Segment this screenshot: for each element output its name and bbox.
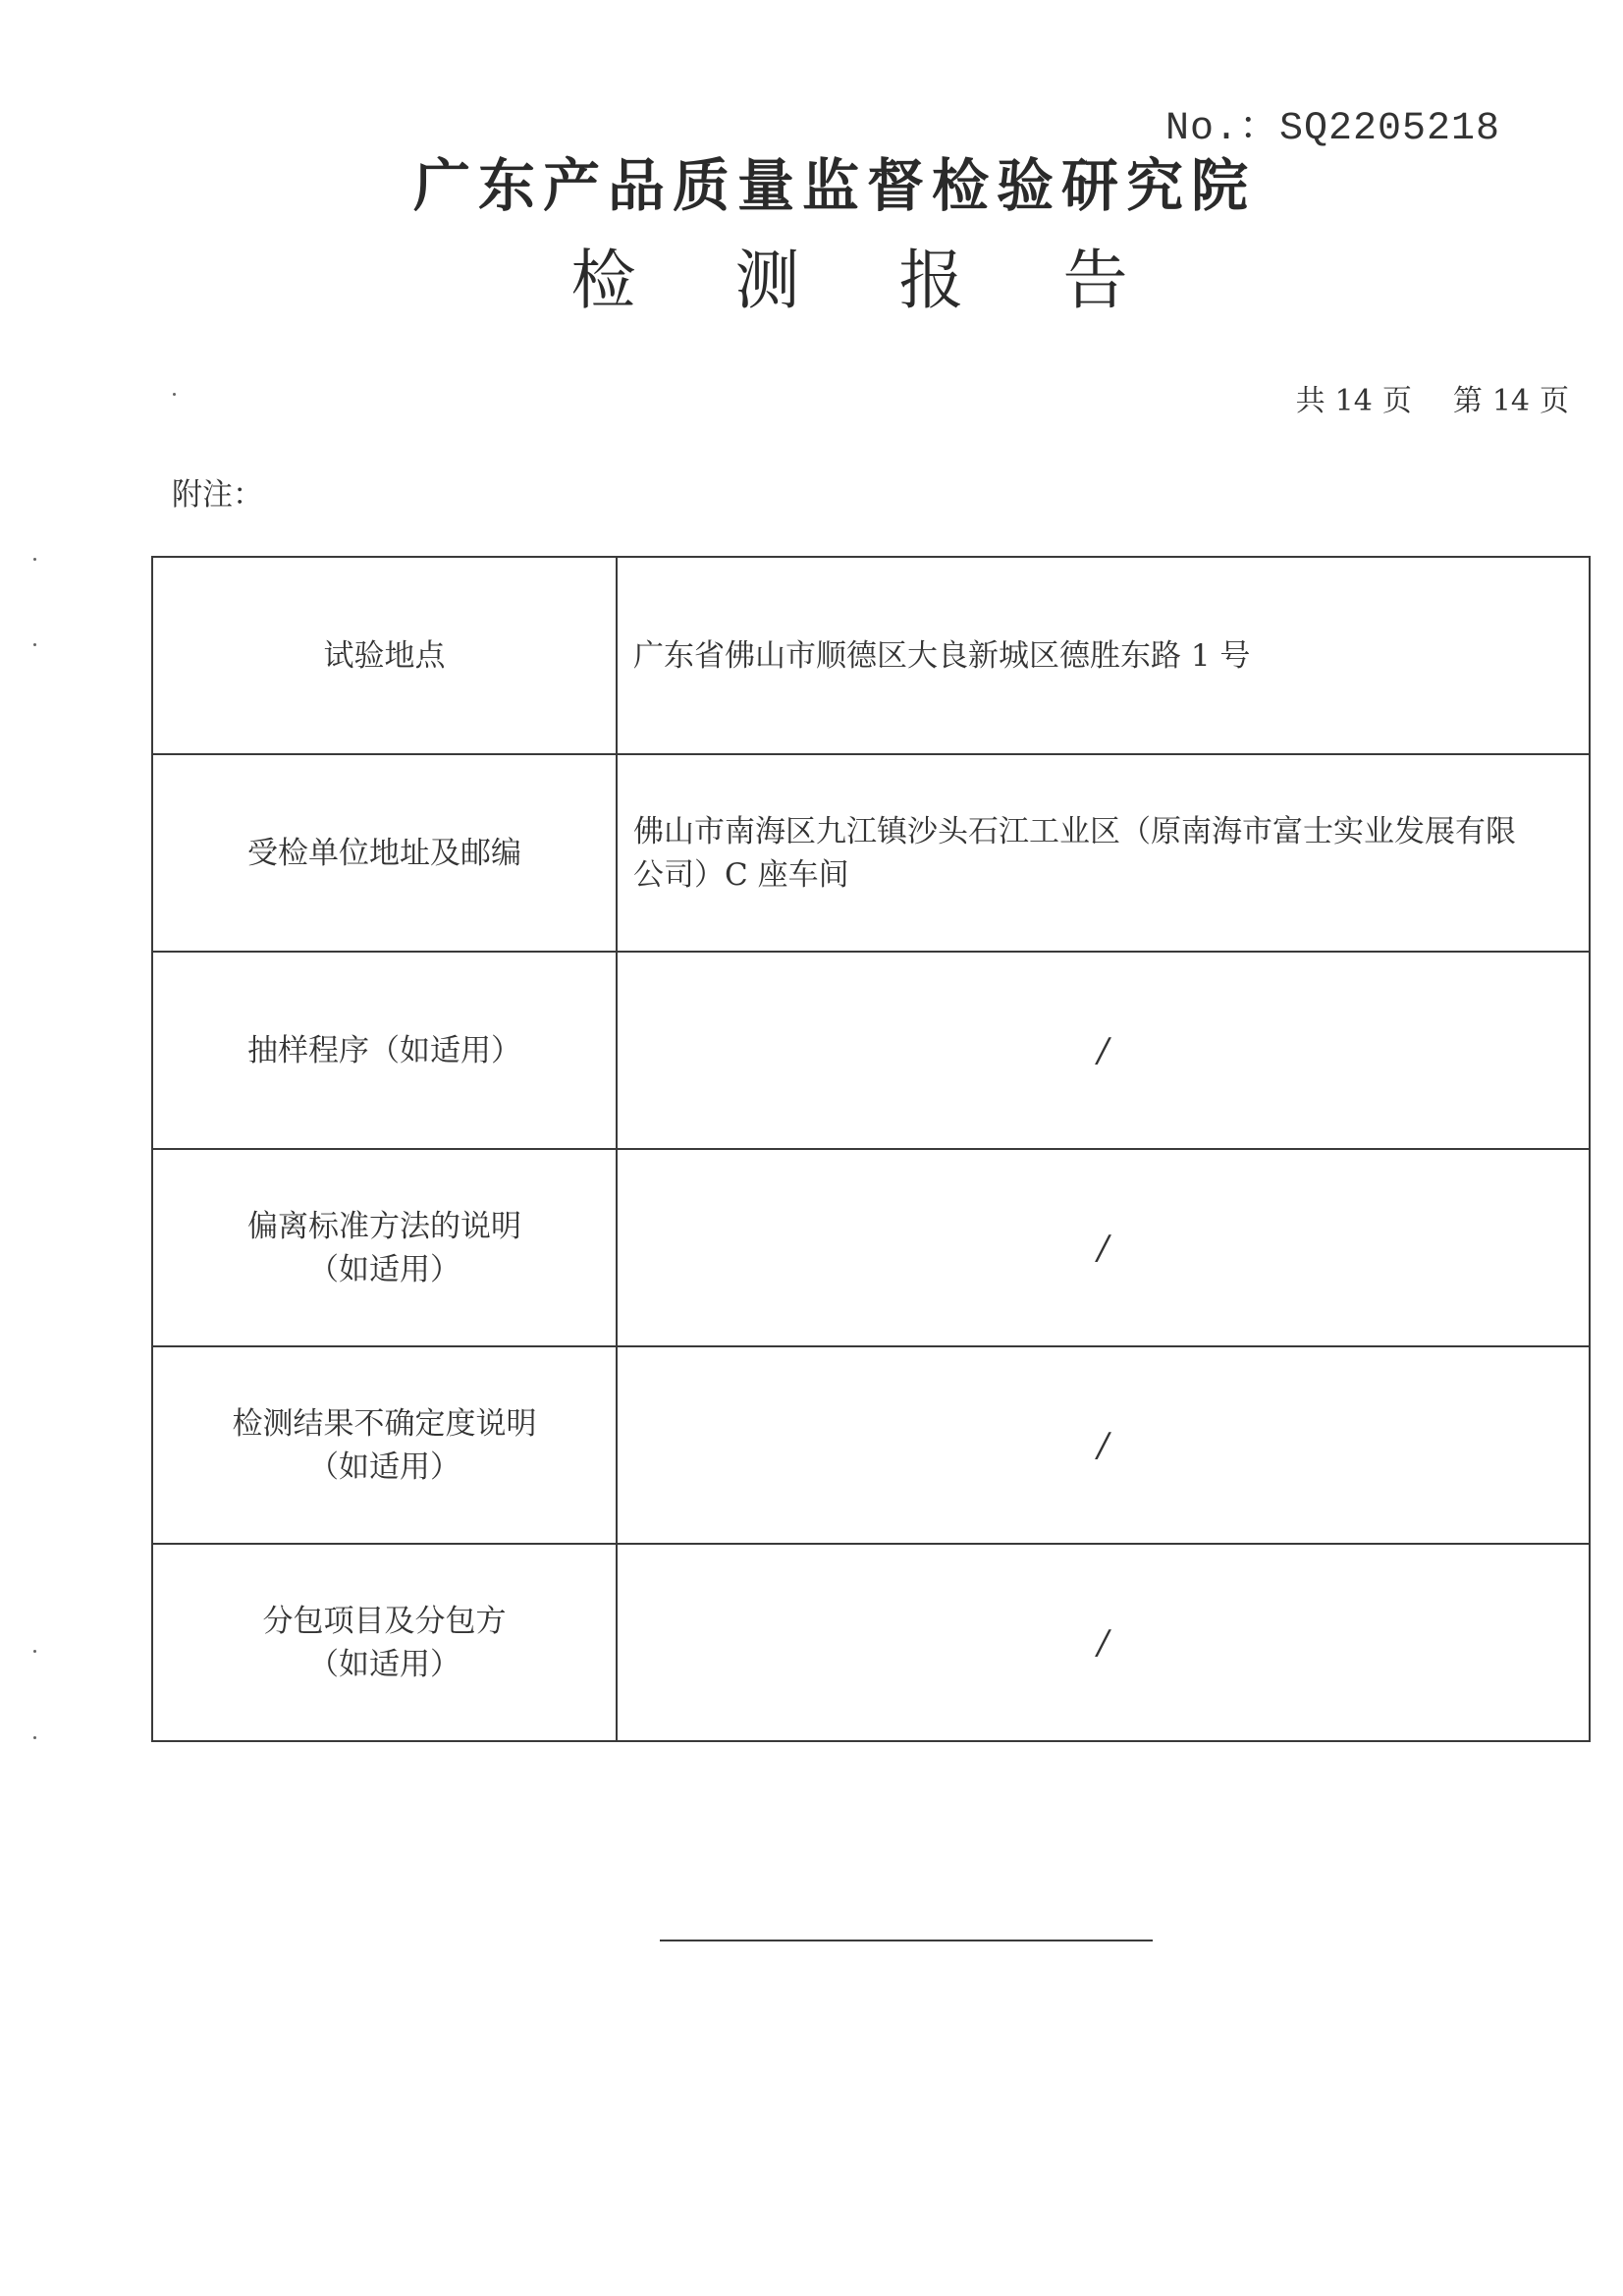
table-row [152,1544,1590,1741]
row-value [617,952,1590,1149]
page-total-unit: 页 [1381,384,1412,418]
row-value-line: / [1097,1425,1109,1465]
page-current-unit: 页 [1540,384,1569,418]
row-value [617,1346,1590,1544]
row-label-line: 受检单位地址及邮编 [247,835,521,871]
row-label-line: 偏离标准方法的说明 [247,1208,521,1244]
info-table [151,556,1591,1742]
table-row [152,952,1590,1149]
page-total: 14 [1334,384,1373,418]
row-value [617,754,1590,952]
row-value [617,1544,1590,1741]
row-value-line: / [1097,1228,1109,1268]
scan-speck [33,558,36,561]
scan-speck [173,393,176,396]
row-label [152,1149,617,1346]
row-label-line: 检测结果不确定度说明 [232,1405,537,1442]
row-label [152,1346,617,1544]
row-label-line: （如适用） [308,1449,460,1485]
table-row [152,557,1590,754]
page-current: 14 [1491,384,1530,418]
row-label [152,557,617,754]
row-value-line: 公司）C 座车间 [633,856,849,893]
row-label-line: 分包项目及分包方 [262,1603,507,1639]
row-label-line: （如适用） [308,1646,460,1682]
notes-label: 附注： [172,477,263,513]
row-value-line: / [1097,1622,1109,1663]
row-label [152,1544,617,1741]
row-label-line: （如适用） [308,1251,460,1287]
table-row [152,1149,1590,1346]
scan-speck [33,1736,36,1739]
row-value-line: 佛山市南海区九江镇沙头石江工业区（原南海市富士实业发展有限 [633,813,1516,849]
table-row [152,754,1590,952]
report-title: 检 测 报 告 [570,243,1167,318]
row-label-line: 试验地点 [323,637,446,674]
row-label-line: 抽样程序（如适用） [247,1032,521,1068]
page-current-label: 第 [1452,384,1483,418]
row-value [617,557,1590,754]
table-row [152,1346,1590,1544]
end-of-report-line [660,1940,1153,1941]
page-total-label: 共 [1295,384,1325,418]
row-value-line: / [1097,1030,1109,1070]
row-value [617,1149,1590,1346]
page-count [1296,376,1569,419]
row-label [152,754,617,952]
scan-speck [33,1650,36,1653]
report-number: No.：SQ2205218 [1164,107,1500,151]
row-label [152,952,617,1149]
row-value-line: 广东省佛山市顺德区大良新城区德胜东路 1 号 [633,637,1251,674]
scan-speck [33,643,36,646]
institute-name: 广东产品质量监督检验研究院 [412,152,1256,219]
